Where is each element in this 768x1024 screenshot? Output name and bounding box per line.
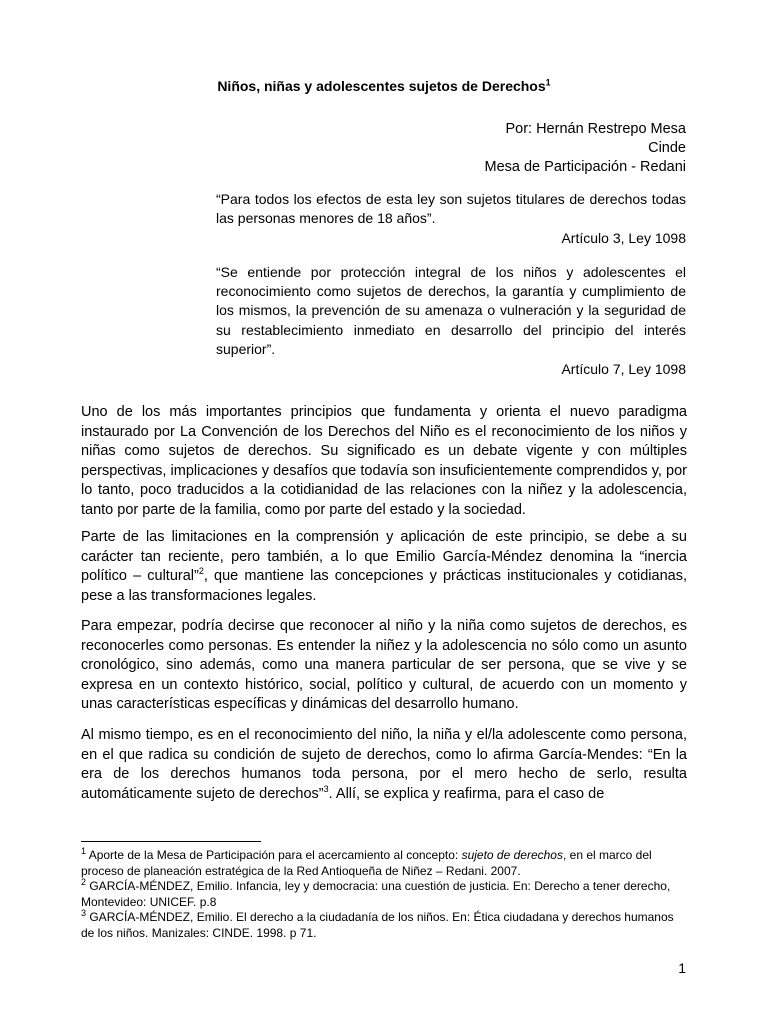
footnote-number: 2 (81, 877, 87, 888)
paragraph-text-cont: , que mantiene las concepciones y prácticas institucionales y cotidianas, pese a las transformaciones legales. (81, 568, 687, 604)
footnote-ref-2: 2 (198, 566, 204, 577)
paragraph-text: Parte de las limitaciones en la comprensión y aplicación de este principio, se debe a su carácter tan reciente, pero también, a lo que Emilio García-Méndez denomina la “inercia político – cultural” (81, 529, 687, 584)
paragraph-text: Uno de los más importantes principios que fundamenta y orienta el nuevo paradigma instaurado por La Convención de los Derechos del Niño es el reconocimiento de los niños y niñas como sujetos de derechos. Su significado es un debate vigente y con múltiples perspectivas, implicaciones y desafíos que todavía son insuficientemente comprendidos y, por lo tanto, poco traducidos a la cotidianidad de las relaciones con la niñez y la adolescencia, tanto por parte de la familia, como por parte del estado y la sociedad. (81, 404, 687, 518)
footnote-3 (81, 910, 687, 941)
author-group: Mesa de Participación - Redani (484, 159, 686, 175)
author-org: Cinde (648, 140, 686, 156)
footnote-text: Aporte de la Mesa de Participación para el acercamiento al concepto: (86, 848, 462, 862)
footnote-text: GARCÍA-MÉNDEZ, Emilio. El derecho a la ciudadanía de los niños. En: Ética ciudadana y derechos humanos de los niños. Manizales: CINDE. 1998. p 71. (81, 910, 674, 940)
footnote-1 (81, 848, 687, 879)
title-text: Niños, niñas y adolescentes sujetos de Derechos (217, 78, 546, 94)
footnote-text: GARCÍA-MÉNDEZ, Emilio. Infancia, ley y democracia: una cuestión de justicia. En: Derecho a tener derecho, Montevideo: UNICEF. p.8 (81, 879, 671, 909)
footnotes (81, 848, 687, 942)
body-paragraph-4 (81, 726, 687, 804)
quote-source: Artículo 7, Ley 1098 (561, 361, 686, 378)
footnote-ref-3: 3 (323, 783, 329, 794)
body-paragraph-1 (81, 403, 687, 520)
author-byline: Por: Hernán Restrepo Mesa (505, 121, 686, 137)
footnote-text-cont: , en el marco del proceso de planeación estratégica de la Red Antioqueña de Niñez – Redani. 2007. (81, 848, 652, 878)
epigraph-quote-2 (216, 263, 686, 379)
paragraph-text: Al mismo tiempo, es en el reconocimiento del niño, la niña y el/la adolescente como persona, en el que radica su condición de sujeto de derechos, como lo afirma García-Mendes: “En la era de los derechos humanos toda persona, por el mero hecho de serlo, resulta automáticamente sujeto de derechos” (81, 727, 687, 802)
epigraph-quote-1 (216, 190, 686, 249)
quote-text: “Se entiende por protección integral de los niños y adolescentes el reconocimiento como sujetos de derechos, la garantía y cumplimiento de los mismos, la prevención de su amenaza o vulneración y la seguridad de su restablecimiento inmediato en desarrollo del principio del interés superior”. (216, 264, 686, 357)
quote-source: Artículo 3, Ley 1098 (561, 230, 686, 247)
footnote-separator (81, 841, 261, 842)
page-number: 1 (678, 960, 686, 976)
body-paragraph-3 (81, 617, 687, 715)
body-paragraph-2 (81, 528, 687, 606)
paragraph-text: Para empezar, podría decirse que reconocer al niño y la niña como sujetos de derechos, es reconocerles como personas. Es entender la niñez y la adolescencia no sólo como un asunto cronológico, sino además, como una manera particular de ser persona, que se vive y se expresa en un contexto histórico, social, político y cultural, de acuerdo con un momento y unas características específicas y dinámicas del desarrollo humano. (81, 618, 687, 712)
footnote-number: 1 (81, 846, 87, 856)
footnote-italic: sujeto de derechos (461, 848, 563, 862)
author-block (485, 120, 687, 177)
quote-text: “Para todos los efectos de esta ley son sujetos titulares de derechos todas las personas menores de 18 años”. (216, 191, 686, 227)
footnote-2 (81, 879, 687, 910)
paragraph-text-cont: . Allí, se explica y reafirma, para el caso de (328, 785, 605, 802)
title-footnote-ref: 1 (545, 77, 551, 88)
footnote-number: 3 (81, 908, 87, 919)
document-title (0, 78, 768, 94)
